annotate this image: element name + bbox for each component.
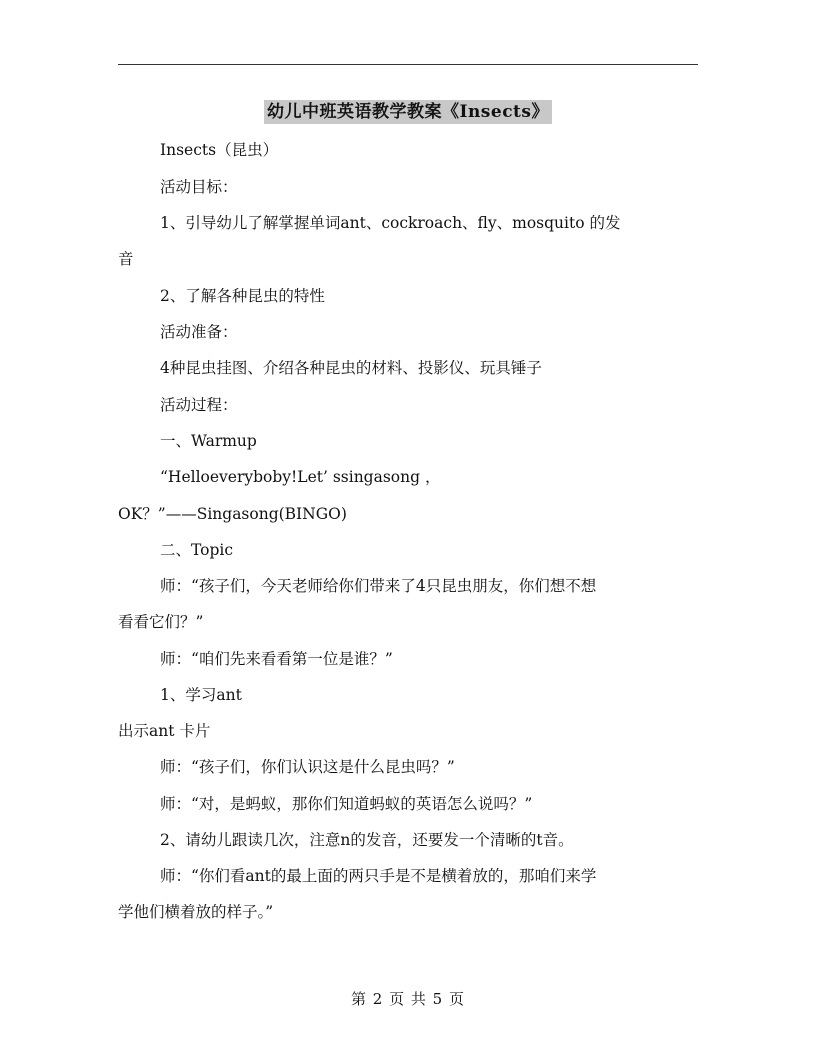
text-line: 出示ant 卡片 bbox=[118, 722, 211, 740]
text-line: 一、Warmup bbox=[160, 432, 257, 450]
text-line: 二、Topic bbox=[160, 541, 234, 559]
document-title-row bbox=[0, 97, 816, 122]
text-line: 音 bbox=[118, 250, 134, 268]
text-line: 活动准备： bbox=[160, 323, 238, 341]
text-line: 师：“孩子们，你们认识这是什么昆虫吗？” bbox=[160, 758, 455, 776]
text-line: 活动过程： bbox=[160, 396, 238, 414]
text-line: 活动目标： bbox=[160, 178, 238, 196]
text-line: 4种昆虫挂图、介绍各种昆虫的材料、投影仪、玩具锤子 bbox=[160, 359, 542, 377]
text-line: 2、了解各种昆虫的特性 bbox=[160, 287, 325, 305]
header-rule bbox=[118, 64, 698, 65]
page-footer: 第 2 页 共 5 页 bbox=[351, 990, 465, 1008]
text-line: 师：“咱们先来看看第一位是谁？” bbox=[160, 650, 393, 668]
text-line: 看看它们？” bbox=[118, 613, 204, 631]
text-line: 师：“你们看ant的最上面的两只手是不是横着放的，那咱们来学 bbox=[160, 867, 597, 885]
document-title: 幼儿中班英语教学教案《Insects》 bbox=[264, 100, 552, 124]
text-line: 师：“孩子们，今天老师给你们带来了4只昆虫朋友，你们想不想 bbox=[160, 577, 597, 595]
text-line: 师：“对，是蚂蚁，那你们知道蚂蚁的英语怎么说吗？” bbox=[160, 795, 533, 813]
text-line: 2、请幼儿跟读几次，注意n的发音，还要发一个清晰的t音。 bbox=[160, 831, 574, 849]
text-line: OK？”——Singasong(BINGO) bbox=[118, 505, 347, 523]
text-line: “Helloeveryboby!Let’ ssingasong ， bbox=[160, 468, 441, 486]
text-line: Insects（昆虫） bbox=[160, 141, 279, 159]
text-line: 1、学习ant bbox=[160, 686, 242, 704]
text-line: 学他们横着放的样子。” bbox=[118, 903, 274, 921]
text-line: 1、引导幼儿了解掌握单词ant、cockroach、fly、mosquito 的发 bbox=[160, 214, 621, 232]
